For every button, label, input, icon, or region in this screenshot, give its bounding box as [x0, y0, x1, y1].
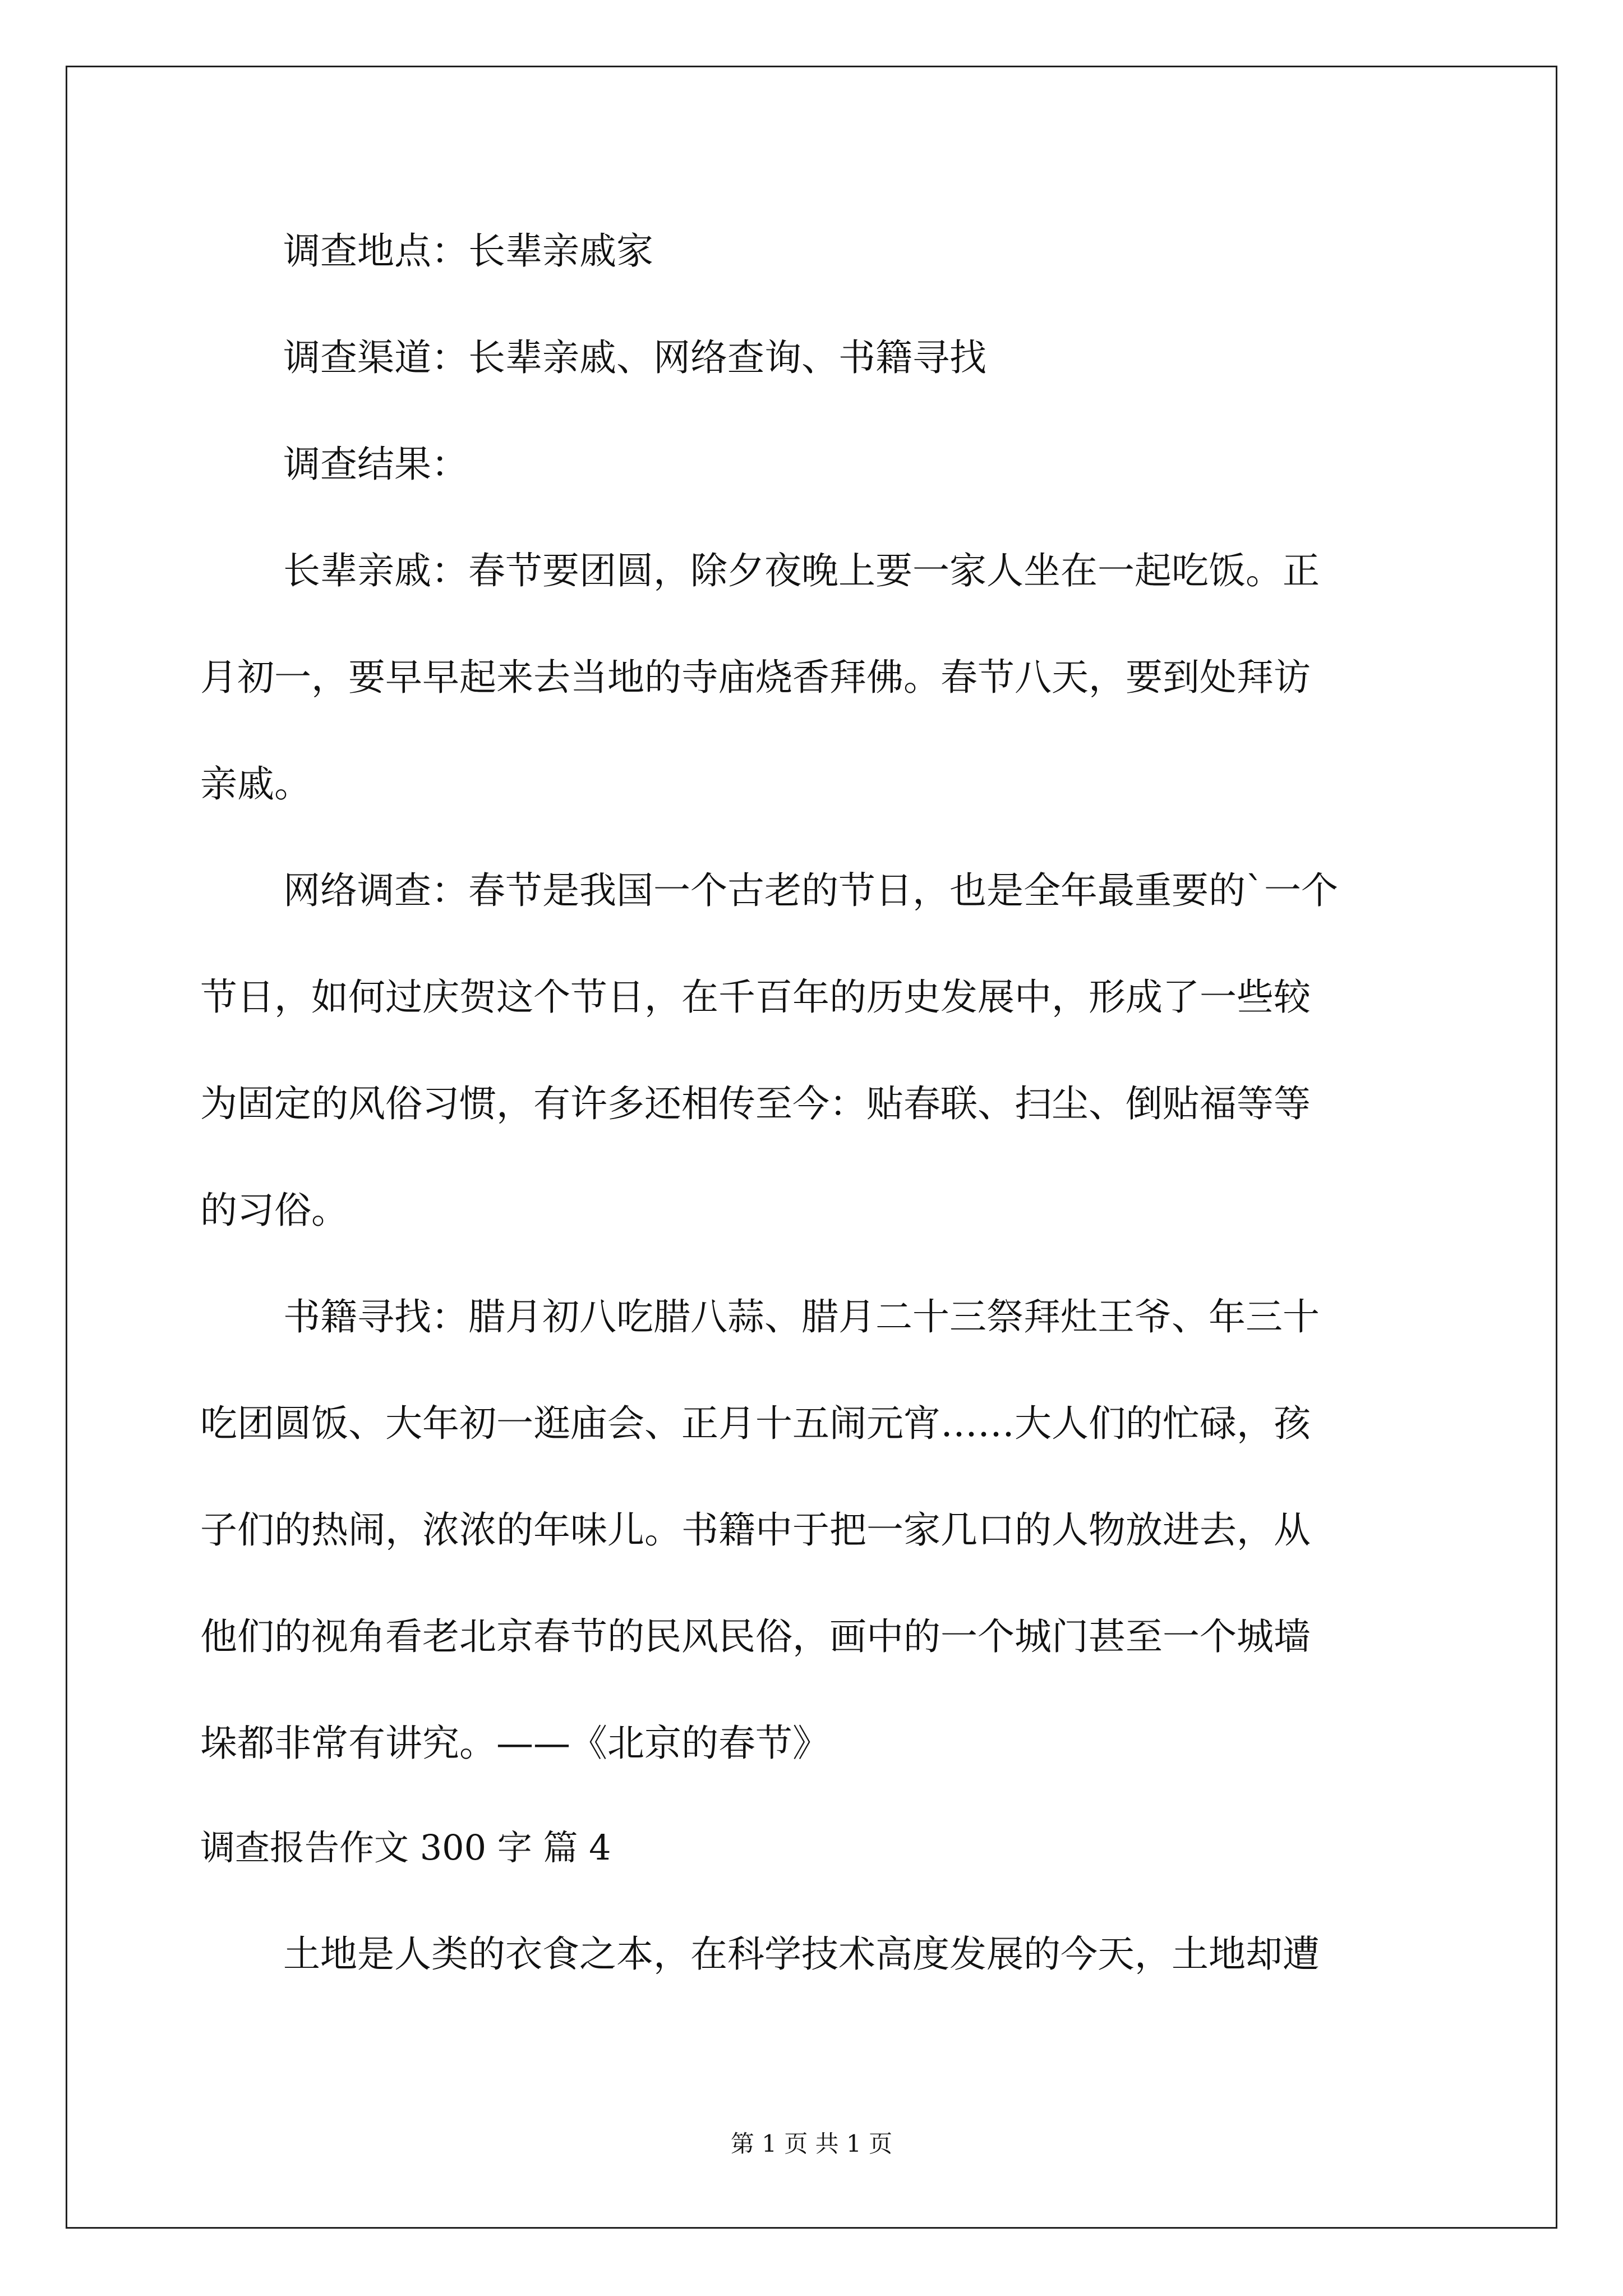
internet-para-line-1: 网络调查：春节是我国一个古老的节日，也是全年最重要的`一个: [283, 869, 1338, 912]
books-para-line-4: 他们的视角看老北京春节的民风民俗，画中的一个城门甚至一个城墙: [200, 1615, 1311, 1658]
books-para-line-1: 书籍寻找：腊月初八吃腊八蒜、腊月二十三祭拜灶王爷、年三十: [283, 1295, 1320, 1338]
section-heading: 调查报告作文 300 字 篇 4: [200, 1827, 611, 1868]
survey-location-line: 调查地点：长辈亲戚家: [283, 229, 653, 273]
internet-para-line-2: 节日，如何过庆贺这个节日，在千百年的历史发展中，形成了一些较: [200, 976, 1311, 1019]
books-para-line-3: 子们的热闹，浓浓的年味儿。书籍中于把一家几口的人物放进去，从: [200, 1508, 1311, 1552]
internet-para-line-4: 的习俗。: [200, 1189, 348, 1232]
land-para-line-1: 土地是人类的衣食之本，在科学技术高度发展的今天，土地却遭: [283, 1932, 1320, 1976]
books-para-line-2: 吃团圆饭、大年初一逛庙会、正月十五闹元宵……大人们的忙碌，孩: [200, 1402, 1311, 1445]
relatives-para-line-2: 月初一，要早早起来去当地的寺庙烧香拜佛。春节八天，要到处拜访: [200, 656, 1311, 699]
internet-para-line-3: 为固定的风俗习惯，有许多还相传至今：贴春联、扫尘、倒贴福等等: [200, 1082, 1311, 1125]
survey-result-label: 调查结果：: [283, 443, 468, 486]
relatives-para-line-3: 亲戚。: [200, 762, 311, 806]
page-footer: 第 1 页 共 1 页: [730, 2130, 893, 2157]
survey-channel-line: 调查渠道：长辈亲戚、网络查询、书籍寻找: [283, 336, 986, 379]
books-para-line-5: 垛都非常有讲究。——《北京的春节》: [200, 1722, 829, 1765]
relatives-para-line-1: 长辈亲戚：春节要团圆，除夕夜晚上要一家人坐在一起吃饭。正: [283, 549, 1320, 592]
